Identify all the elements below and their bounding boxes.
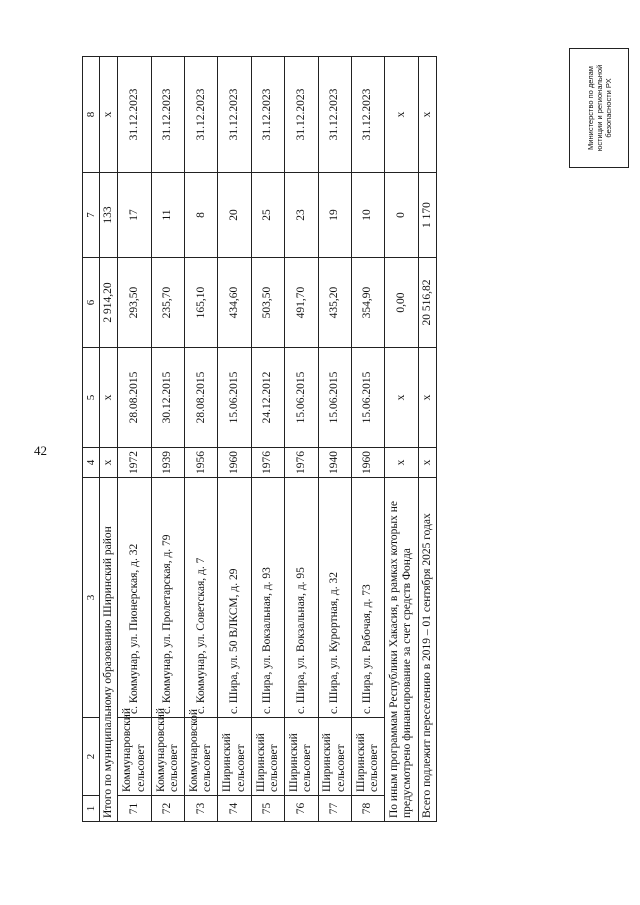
cell-number: 73 [185,796,218,822]
page-number: 42 [34,443,47,458]
other-programs-label: По иным программам Республики Хакасия, в рамках которых не предусмотрено финансирование за счет средств Фонда [385,478,418,822]
table-row [218,57,251,822]
cell-settlement: Ширинский сельсовет [318,718,351,796]
table-row [185,57,218,822]
grand-total-label: Всего подлежит переселению в 2019 – 01 сентября 2025 годах [418,478,436,822]
table-row [318,57,351,822]
cell-settlement: Ширинский сельсовет [351,718,384,796]
column-number: 5 [83,348,100,448]
cell-year: 1976 [285,448,318,478]
cell-area: 435,20 [318,258,351,348]
cell-year: 1960 [351,448,384,478]
cell-address: с. Шира, ул. 50 ВЛКСМ, д. 29 [218,478,251,718]
cell-people: 11 [151,173,184,258]
cell-address: с. Шира, ул. Вокзальная, д. 95 [285,478,318,718]
cell-date: 24.12.2012 [251,348,284,448]
cell-address: с. Коммунар, ул. Пролетарская, д. 79 [151,478,184,718]
cell-deadline: 31.12.2023 [151,57,184,173]
cell-number: 71 [118,796,151,822]
cell-settlement: Ширинский сельсовет [285,718,318,796]
cell-people: 1 170 [418,173,436,258]
cell-area: 354,90 [351,258,384,348]
column-number: 1 [83,796,100,822]
cell-address: с. Коммунар, ул. Пионерская, д. 32 [118,478,151,718]
cell-area: 2 914,20 [100,258,118,348]
cell-number: 72 [151,796,184,822]
cell-year: 1976 [251,448,284,478]
column-number: 4 [83,448,100,478]
cell-people: 20 [218,173,251,258]
column-number-row [83,57,100,822]
column-number: 7 [83,173,100,258]
cell-people: 133 [100,173,118,258]
cell-number: 77 [318,796,351,822]
cell-deadline: 31.12.2023 [218,57,251,173]
cell-year: х [385,448,418,478]
cell-people: 8 [185,173,218,258]
cell-year: 1960 [218,448,251,478]
cell-year: х [418,448,436,478]
column-number: 2 [83,718,100,796]
cell-deadline: х [385,57,418,173]
cell-area: 165,10 [185,258,218,348]
cell-settlement: Ширинский сельсовет [218,718,251,796]
cell-settlement: Коммунаровский сельсовет [151,718,184,796]
cell-address: с. Шира, ул. Рабочая, д. 73 [351,478,384,718]
cell-area: 293,50 [118,258,151,348]
cell-number: 74 [218,796,251,822]
resettlement-table-container [82,57,437,822]
cell-number: 78 [351,796,384,822]
cell-number: 76 [285,796,318,822]
cell-area: 491,70 [285,258,318,348]
cell-date: 28.08.2015 [185,348,218,448]
cell-number: 75 [251,796,284,822]
cell-people: 17 [118,173,151,258]
column-number: 8 [83,57,100,173]
cell-date: 15.06.2015 [218,348,251,448]
grand-total-row [418,57,436,822]
stamp-text: Министерство по делам юстиции и региональной безопасности РХ [569,48,629,168]
resettlement-table [82,56,437,822]
cell-deadline: х [100,57,118,173]
cell-deadline: 31.12.2023 [285,57,318,173]
cell-deadline: 31.12.2023 [118,57,151,173]
column-number: 3 [83,478,100,718]
cell-deadline: 31.12.2023 [351,57,384,173]
cell-date: х [385,348,418,448]
table-row [351,57,384,822]
cell-address: с. Коммунар, ул. Советская, д. 7 [185,478,218,718]
cell-people: 25 [251,173,284,258]
cell-deadline: 31.12.2023 [251,57,284,173]
cell-year: 1972 [118,448,151,478]
table-row [251,57,284,822]
district-total-row [100,57,118,822]
cell-area: 235,70 [151,258,184,348]
cell-year: 1939 [151,448,184,478]
cell-address: с. Шира, ул. Курортная, д. 32 [318,478,351,718]
other-programs-row [385,57,418,822]
table-row [151,57,184,822]
column-number: 6 [83,258,100,348]
cell-deadline: х [418,57,436,173]
table-row [118,57,151,822]
cell-date: х [100,348,118,448]
cell-settlement: Ширинский сельсовет [251,718,284,796]
cell-date: 15.06.2015 [285,348,318,448]
cell-date: 15.06.2015 [351,348,384,448]
cell-people: 0 [385,173,418,258]
cell-people: 19 [318,173,351,258]
cell-area: 20 516,82 [418,258,436,348]
cell-settlement: Коммунаровской сельсовет [185,718,218,796]
cell-deadline: 31.12.2023 [318,57,351,173]
cell-date: 28.08.2015 [118,348,151,448]
table-row [285,57,318,822]
cell-settlement: Коммунаровский сельсовет [118,718,151,796]
cell-year: 1956 [185,448,218,478]
cell-year: х [100,448,118,478]
cell-area: 503,50 [251,258,284,348]
cell-year: 1940 [318,448,351,478]
cell-people: 10 [351,173,384,258]
district-total-label: Итого по муниципальному образованию Ширинский район [100,478,118,822]
cell-area: 434,60 [218,258,251,348]
cell-address: с. Шира, ул. Вокзальная, д. 93 [251,478,284,718]
cell-date: 30.12.2015 [151,348,184,448]
cell-date: х [418,348,436,448]
cell-date: 15.06.2015 [318,348,351,448]
ministry-stamp [569,64,640,168]
cell-deadline: 31.12.2023 [185,57,218,173]
cell-area: 0,00 [385,258,418,348]
cell-people: 23 [285,173,318,258]
